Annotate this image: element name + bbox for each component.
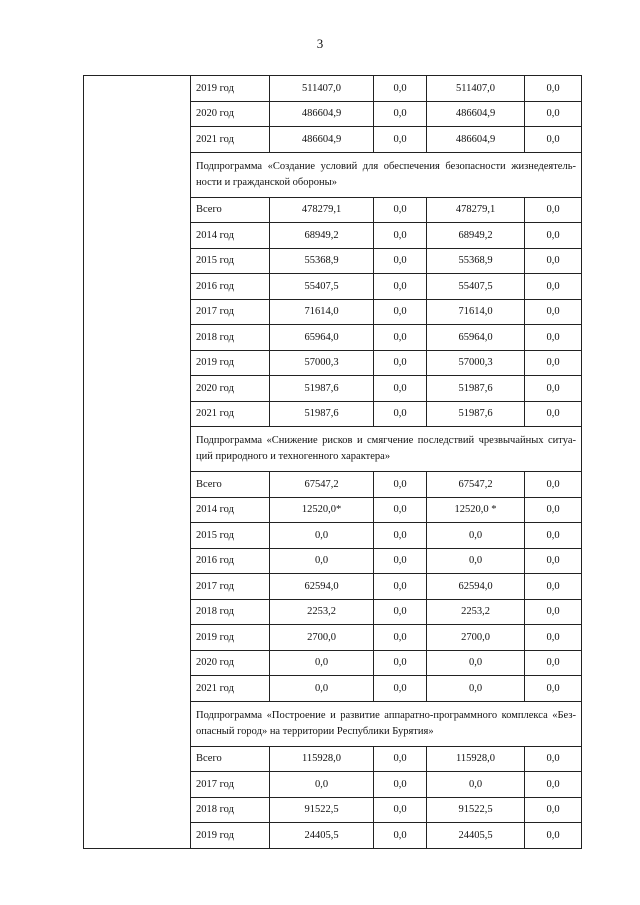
amount-cell: 65964,0 [270, 325, 374, 351]
amount-cell: 0,0 [525, 797, 582, 823]
amount-cell: 0,0 [525, 676, 582, 702]
amount-cell: 0,0 [374, 472, 427, 498]
amount-cell: 51987,6 [427, 376, 525, 402]
amount-cell: 0,0 [374, 350, 427, 376]
budget-table-body [84, 76, 582, 849]
period-cell: 2015 год [191, 523, 270, 549]
row-group-cell [84, 76, 191, 849]
amount-cell: 0,0 [525, 325, 582, 351]
amount-cell: 0,0 [525, 299, 582, 325]
amount-cell: 0,0 [374, 599, 427, 625]
period-cell: 2016 год [191, 274, 270, 300]
amount-cell: 0,0 [525, 523, 582, 549]
subprogram-heading: Подпрограмма «Построение и развитие аппаратно-программного комплекса «Без-опасный город» на территории Республики Бурятия» [191, 701, 582, 746]
page-number: 3 [316, 36, 324, 51]
period-cell: 2017 год [191, 299, 270, 325]
amount-cell: 71614,0 [427, 299, 525, 325]
period-cell: 2017 год [191, 772, 270, 798]
amount-cell: 57000,3 [270, 350, 374, 376]
amount-cell: 0,0 [525, 548, 582, 574]
amount-cell: 0,0 [270, 650, 374, 676]
amount-cell: 55407,5 [427, 274, 525, 300]
amount-cell: 0,0 [374, 299, 427, 325]
amount-cell: 0,0 [525, 574, 582, 600]
amount-cell: 51987,6 [270, 401, 374, 427]
amount-cell: 65964,0 [427, 325, 525, 351]
period-cell: 2021 год [191, 127, 270, 153]
period-cell: 2021 год [191, 401, 270, 427]
amount-cell: 2253,2 [270, 599, 374, 625]
amount-cell: 0,0 [525, 497, 582, 523]
amount-cell: 0,0 [525, 376, 582, 402]
amount-cell: 2700,0 [270, 625, 374, 651]
amount-cell: 0,0 [427, 772, 525, 798]
amount-cell: 486604,9 [427, 101, 525, 127]
amount-cell: 0,0 [374, 625, 427, 651]
amount-cell: 0,0 [374, 223, 427, 249]
amount-cell: 0,0 [525, 823, 582, 849]
period-cell: 2018 год [191, 797, 270, 823]
amount-cell: 12520,0* [270, 497, 374, 523]
amount-cell: 62594,0 [427, 574, 525, 600]
amount-cell: 0,0 [525, 76, 582, 102]
period-cell: 2019 год [191, 625, 270, 651]
amount-cell: 486604,9 [270, 101, 374, 127]
period-cell: 2016 год [191, 548, 270, 574]
amount-cell: 0,0 [374, 746, 427, 772]
amount-cell: 24405,5 [427, 823, 525, 849]
amount-cell: 0,0 [270, 676, 374, 702]
amount-cell: 0,0 [525, 248, 582, 274]
amount-cell: 0,0 [374, 76, 427, 102]
amount-cell: 0,0 [374, 101, 427, 127]
period-cell: 2021 год [191, 676, 270, 702]
amount-cell: 2253,2 [427, 599, 525, 625]
amount-cell: 0,0 [374, 574, 427, 600]
amount-cell: 0,0 [525, 599, 582, 625]
amount-cell: 0,0 [374, 497, 427, 523]
amount-cell: 0,0 [525, 350, 582, 376]
amount-cell: 55368,9 [270, 248, 374, 274]
amount-cell: 0,0 [374, 650, 427, 676]
amount-cell: 57000,3 [427, 350, 525, 376]
amount-cell: 67547,2 [270, 472, 374, 498]
amount-cell: 0,0 [525, 772, 582, 798]
amount-cell: 511407,0 [270, 76, 374, 102]
amount-cell: 0,0 [525, 650, 582, 676]
amount-cell: 0,0 [427, 676, 525, 702]
amount-cell: 0,0 [374, 325, 427, 351]
period-cell: 2018 год [191, 325, 270, 351]
amount-cell: 0,0 [374, 548, 427, 574]
period-cell: Всего [191, 472, 270, 498]
amount-cell: 0,0 [427, 523, 525, 549]
period-cell: 2014 год [191, 497, 270, 523]
amount-cell: 0,0 [374, 248, 427, 274]
subprogram-heading: Подпрограмма «Снижение рисков и смягчение последствий чрезвычайных ситуа-ций природного и техногенного характера» [191, 427, 582, 472]
amount-cell: 55407,5 [270, 274, 374, 300]
amount-cell: 0,0 [374, 823, 427, 849]
amount-cell: 0,0 [525, 274, 582, 300]
amount-cell: 68949,2 [427, 223, 525, 249]
amount-cell: 91522,5 [270, 797, 374, 823]
period-cell: Всего [191, 197, 270, 223]
amount-cell: 478279,1 [270, 197, 374, 223]
table-row [84, 76, 582, 102]
amount-cell: 0,0 [270, 523, 374, 549]
amount-cell: 2700,0 [427, 625, 525, 651]
amount-cell: 0,0 [374, 401, 427, 427]
amount-cell: 12520,0 * [427, 497, 525, 523]
amount-cell: 115928,0 [427, 746, 525, 772]
amount-cell: 0,0 [525, 472, 582, 498]
period-cell: 2019 год [191, 350, 270, 376]
amount-cell: 24405,5 [270, 823, 374, 849]
amount-cell: 62594,0 [270, 574, 374, 600]
period-cell: 2020 год [191, 650, 270, 676]
amount-cell: 0,0 [374, 376, 427, 402]
amount-cell: 0,0 [525, 127, 582, 153]
amount-cell: 0,0 [525, 625, 582, 651]
period-cell: 2020 год [191, 376, 270, 402]
amount-cell: 0,0 [374, 772, 427, 798]
amount-cell: 0,0 [525, 223, 582, 249]
amount-cell: 0,0 [525, 197, 582, 223]
budget-table [83, 75, 582, 849]
amount-cell: 0,0 [525, 101, 582, 127]
amount-cell: 0,0 [374, 797, 427, 823]
amount-cell: 0,0 [270, 772, 374, 798]
amount-cell: 51987,6 [270, 376, 374, 402]
amount-cell: 115928,0 [270, 746, 374, 772]
amount-cell: 0,0 [374, 523, 427, 549]
amount-cell: 0,0 [374, 676, 427, 702]
amount-cell: 51987,6 [427, 401, 525, 427]
amount-cell: 486604,9 [427, 127, 525, 153]
amount-cell: 0,0 [427, 650, 525, 676]
amount-cell: 486604,9 [270, 127, 374, 153]
period-cell: 2015 год [191, 248, 270, 274]
subprogram-heading: Подпрограмма «Создание условий для обеспечения безопасности жизнедеятель-ности и гражданской обороны» [191, 152, 582, 197]
amount-cell: 0,0 [525, 746, 582, 772]
period-cell: 2018 год [191, 599, 270, 625]
amount-cell: 0,0 [427, 548, 525, 574]
amount-cell: 511407,0 [427, 76, 525, 102]
amount-cell: 0,0 [270, 548, 374, 574]
amount-cell: 478279,1 [427, 197, 525, 223]
amount-cell: 0,0 [525, 401, 582, 427]
period-cell: 2014 год [191, 223, 270, 249]
period-cell: 2019 год [191, 823, 270, 849]
amount-cell: 68949,2 [270, 223, 374, 249]
amount-cell: 67547,2 [427, 472, 525, 498]
period-cell: Всего [191, 746, 270, 772]
period-cell: 2019 год [191, 76, 270, 102]
period-cell: 2017 год [191, 574, 270, 600]
amount-cell: 91522,5 [427, 797, 525, 823]
amount-cell: 55368,9 [427, 248, 525, 274]
amount-cell: 71614,0 [270, 299, 374, 325]
period-cell: 2020 год [191, 101, 270, 127]
amount-cell: 0,0 [374, 274, 427, 300]
amount-cell: 0,0 [374, 197, 427, 223]
amount-cell: 0,0 [374, 127, 427, 153]
